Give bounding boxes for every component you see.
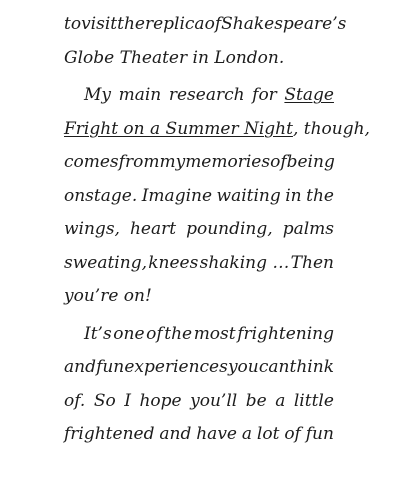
word: sweating,: [64, 252, 147, 273]
word: from: [118, 152, 160, 172]
word: Globe Theater in London.: [64, 47, 285, 68]
word: It’s: [84, 323, 112, 344]
text-line: [64, 42, 334, 76]
text-line: [64, 385, 334, 419]
word: to: [64, 14, 82, 34]
text-line: [64, 247, 334, 281]
text-line: [64, 79, 334, 113]
book-title-link[interactable]: Stage: [284, 85, 334, 105]
word: Then: [290, 252, 334, 273]
word: waiting: [216, 185, 281, 206]
word: the: [164, 323, 193, 344]
word: a: [241, 424, 253, 444]
word: heart: [129, 219, 177, 239]
paragraph-3: [64, 318, 334, 452]
word: memories: [185, 152, 271, 172]
word: palms: [282, 219, 334, 239]
text-line: [64, 213, 334, 247]
text-line: [64, 8, 347, 42]
word: visit: [81, 14, 118, 34]
word: frightened: [64, 424, 155, 444]
word: most: [193, 323, 236, 344]
word: of: [146, 323, 163, 344]
text-line: [64, 146, 334, 180]
word: you: [227, 357, 259, 377]
word: hope: [139, 390, 182, 411]
word: of: [270, 152, 287, 172]
word: replica: [144, 14, 205, 34]
word: frightening: [237, 323, 334, 344]
word: think: [289, 357, 334, 377]
word: Shakespeare’s: [221, 14, 347, 34]
word: in: [285, 185, 302, 206]
word: experiences: [124, 357, 228, 377]
paragraph-2: [64, 79, 370, 314]
text-line: [64, 351, 334, 385]
word: being: [286, 152, 335, 172]
word: and: [64, 357, 96, 377]
word: fun: [305, 424, 334, 444]
text-line: [64, 113, 370, 147]
text-fragment: , though,: [292, 118, 370, 139]
word: fun: [96, 357, 125, 377]
word: I: [124, 390, 131, 411]
word: can: [258, 357, 290, 377]
text-column: [64, 8, 370, 452]
word: you’ll: [190, 390, 238, 411]
word: the: [306, 185, 334, 206]
word: a: [275, 390, 286, 411]
word: have: [196, 424, 237, 444]
word: of.: [64, 390, 86, 411]
word: of: [284, 424, 301, 444]
word: my: [159, 152, 186, 172]
word: be: [245, 390, 267, 411]
text-line: [64, 418, 334, 452]
word: of: [204, 14, 222, 34]
word: little: [293, 390, 334, 411]
word: the: [117, 14, 145, 34]
word: My: [84, 85, 112, 105]
paragraph-1: [64, 8, 347, 75]
word: comes: [64, 152, 119, 172]
word: knees: [148, 252, 199, 273]
text-line: [64, 318, 334, 352]
word: onstage.: [64, 185, 138, 206]
word: main: [118, 85, 162, 105]
text-line: [64, 180, 334, 214]
text-line: [64, 280, 334, 314]
word: research: [168, 85, 245, 105]
word: lot: [256, 424, 280, 444]
word: you’re on!: [64, 286, 152, 306]
word: wings,: [64, 219, 120, 239]
book-title-link[interactable]: Fright on a Summer Night: [64, 118, 293, 139]
word: and: [159, 424, 192, 444]
word: So: [93, 390, 116, 411]
word: Imagine: [141, 185, 213, 206]
word: one: [113, 323, 145, 344]
word: shaking …: [199, 252, 290, 273]
word: for: [252, 85, 277, 105]
word: pounding,: [186, 219, 273, 239]
